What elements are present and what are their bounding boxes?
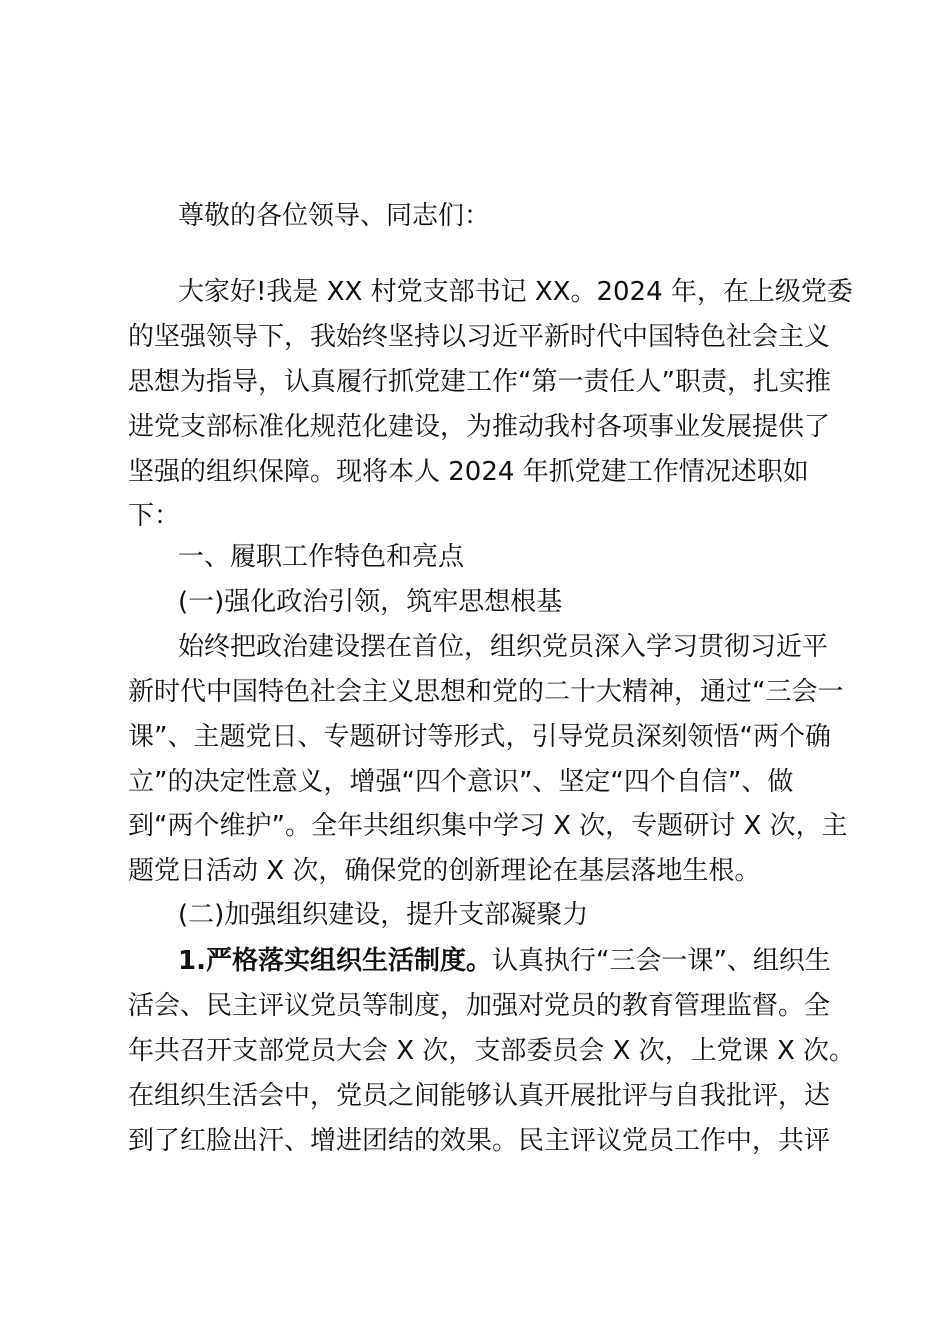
sub1-body-line-3: 课”、主题党日、专题研讨等形式，引导党员深刻领悟“两个确 (128, 722, 831, 752)
intro-line-4: 进党支部标准化规范化建设，为推动我村各项事业发展提供了 (128, 412, 831, 442)
subsection-1-heading: (一)强化政治引领，筑牢思想根基 (178, 587, 563, 617)
item-1-body-line-4: 到了红脸出汗、增进团结的效果。民主评议党员工作中，共评 (128, 1126, 831, 1156)
intro-line-1: 大家好!我是 XX 村党支部书记 XX。2024 年，在上级党委 (178, 277, 853, 307)
section-1-heading: 一、履职工作特色和亮点 (178, 542, 465, 572)
salutation: 尊敬的各位领导、同志们： (178, 201, 491, 231)
intro-line-5: 坚强的组织保障。现将本人 2024 年抓党建工作情况述职如 (128, 457, 809, 487)
sub1-body-line-2: 新时代中国特色社会主义思想和党的二十大精神，通过“三会一 (128, 677, 844, 707)
intro-line-3: 思想为指导，认真履行抓党建工作“第一责任人”职责，扎实推 (128, 367, 831, 397)
sub1-body-line-4: 立”的决定性意义，增强“四个意识”、坚定“四个自信”、做 (128, 767, 794, 797)
item-1-body-line-2: 年共召开支部党员大会 X 次，支部委员会 X 次，上党课 X 次。 (128, 1036, 856, 1066)
intro-line-2: 的坚强领导下，我始终坚持以习近平新时代中国特色社会主义 (128, 322, 831, 352)
item-1-bold-lead: 1.严格落实组织生活制度。 (178, 946, 492, 976)
subsection-2-heading: (二)加强组织建设，提升支部凝聚力 (178, 900, 589, 930)
sub1-body-line-6: 题党日活动 X 次，确保党的创新理论在基层落地生根。 (128, 856, 761, 886)
item-1-body-line-1: 活会、民主评议党员等制度，加强对党员的教育管理监督。全 (128, 991, 831, 1021)
item-1-body-line-3: 在组织生活会中，党员之间能够认真开展批评与自我批评，达 (128, 1081, 831, 1111)
item-1-first-line-rest: 认真执行“三会一课”、组织生 (491, 946, 831, 976)
sub1-body-line-1: 始终把政治建设摆在首位，组织党员深入学习贯彻习近平 (178, 632, 829, 662)
sub1-body-line-5: 到“两个维护”。全年共组织集中学习 X 次，专题研讨 X 次，主 (128, 811, 848, 841)
intro-line-6: 下： (128, 501, 181, 531)
item-1-first-line (178, 939, 831, 984)
